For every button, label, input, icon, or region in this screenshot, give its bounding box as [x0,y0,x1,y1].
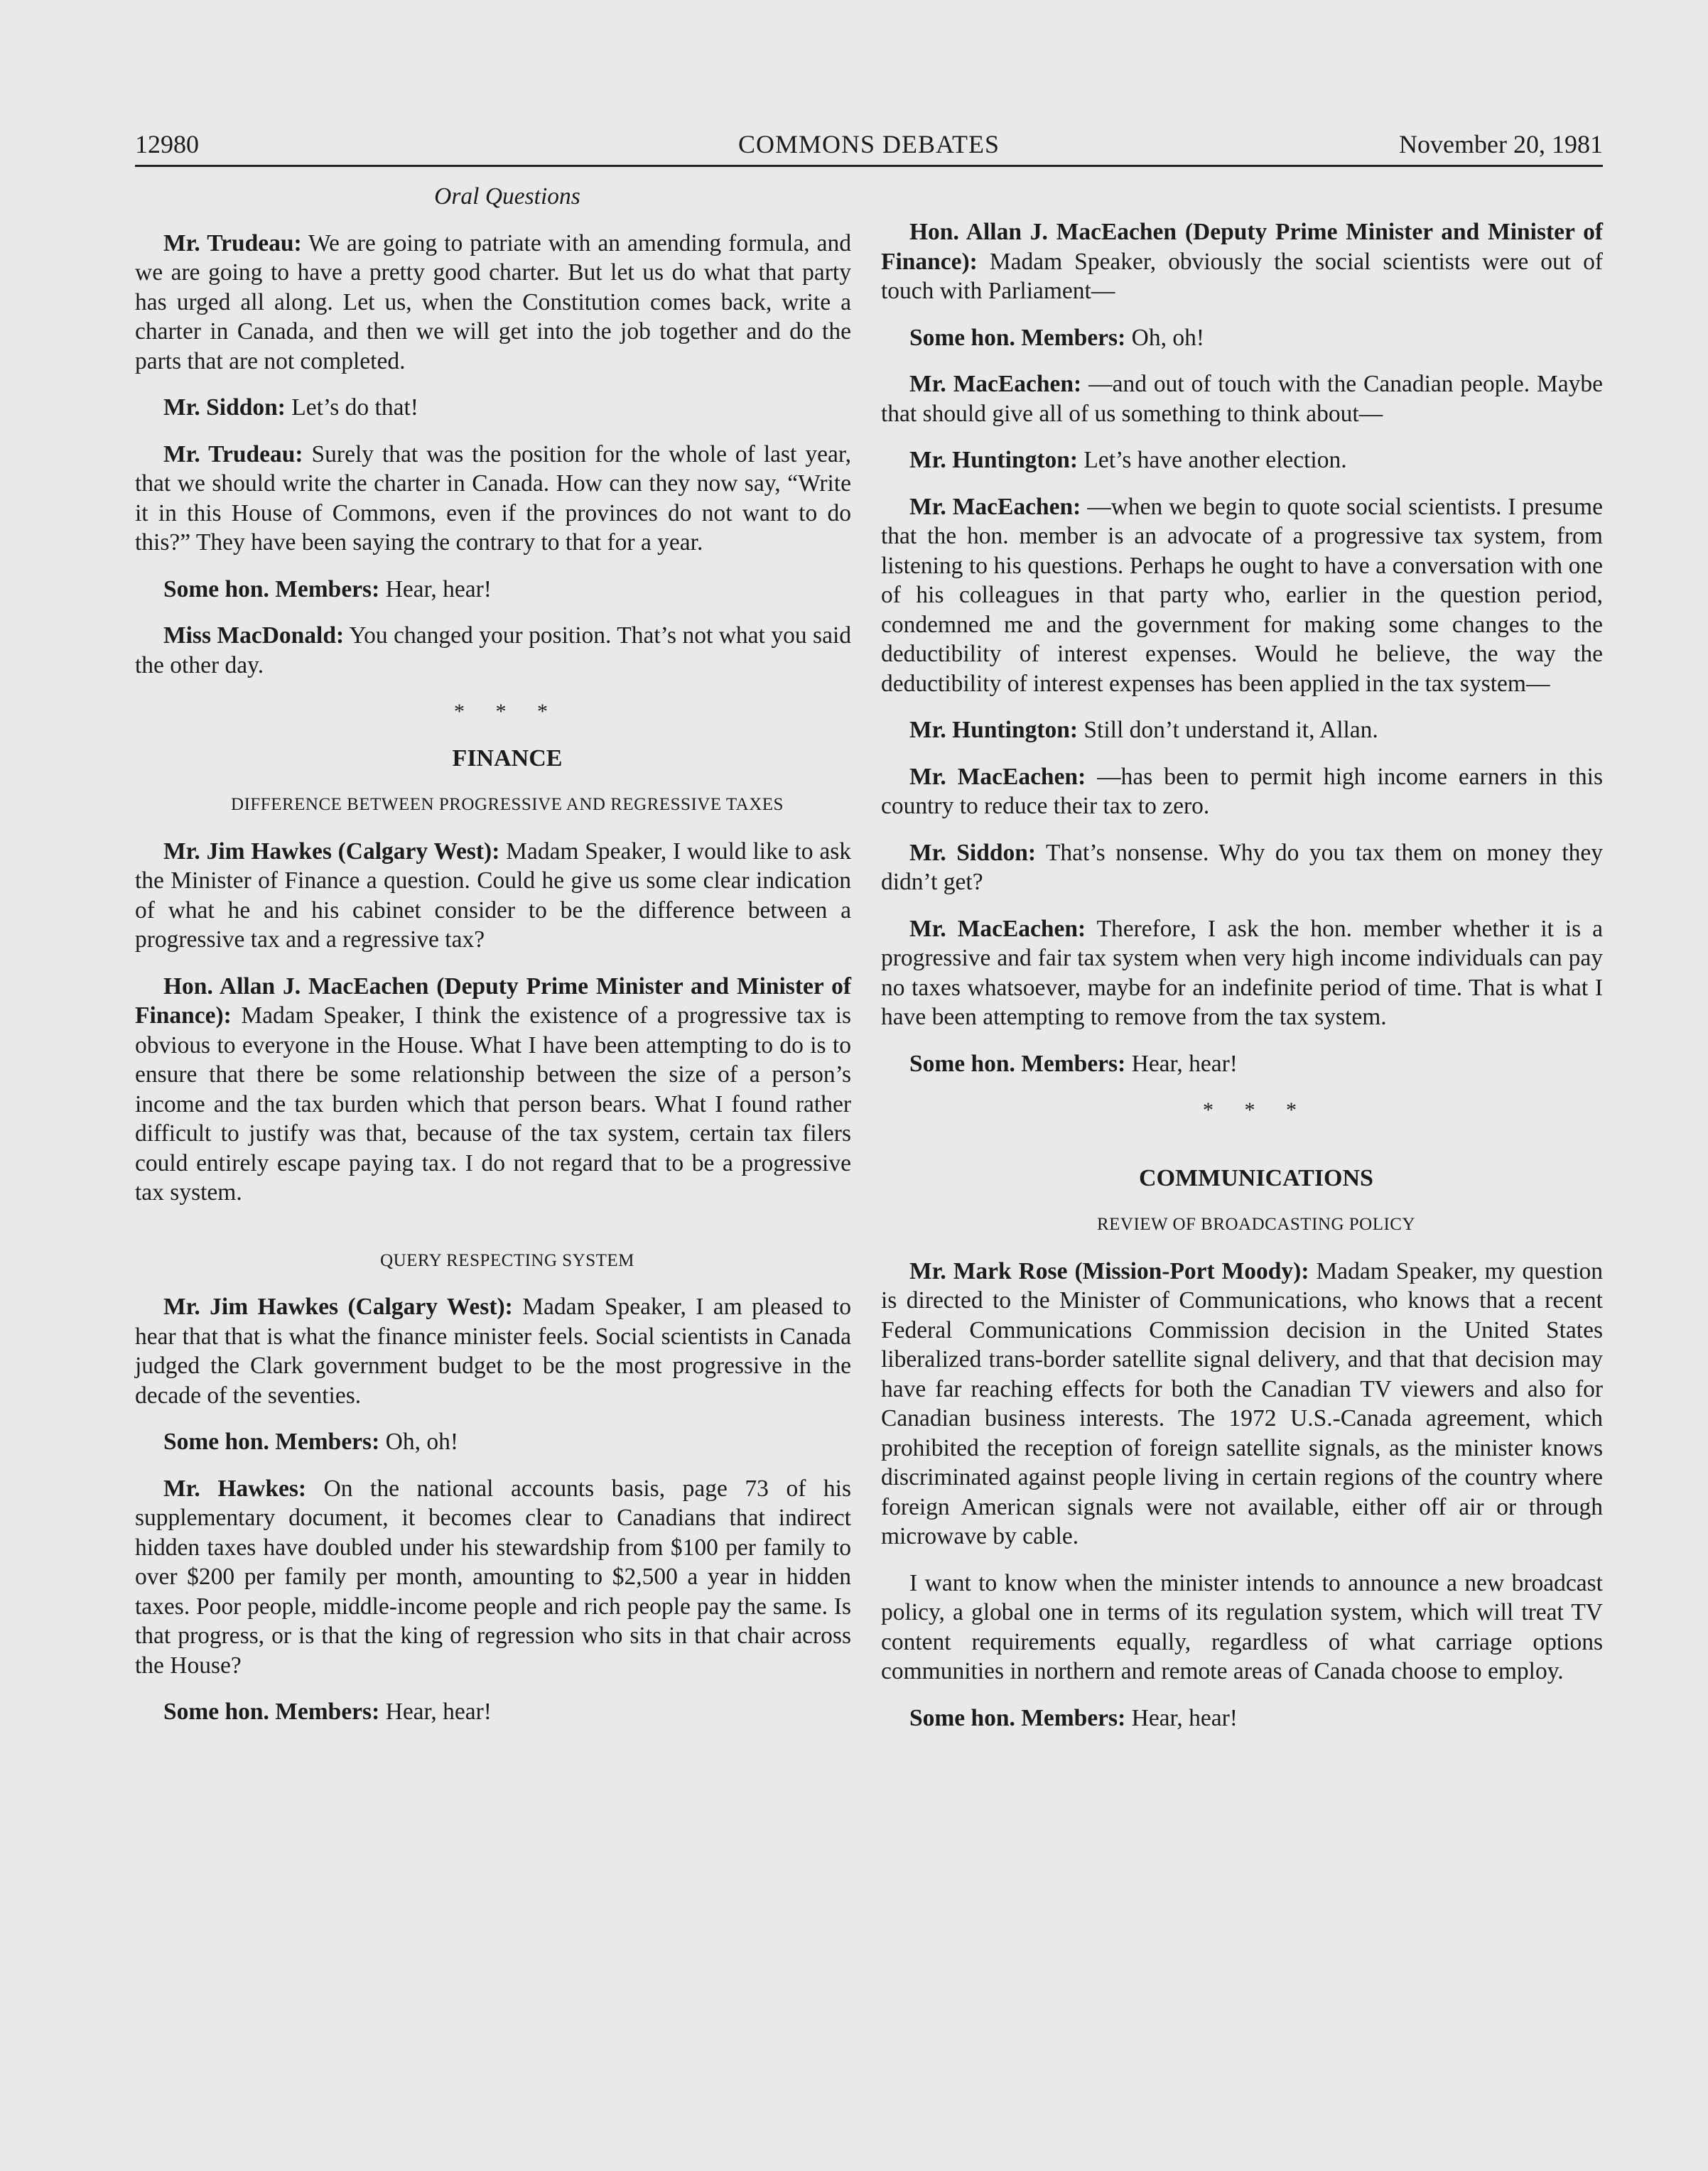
speech-text: Hear, hear! [1125,1050,1238,1077]
section-separator: * * * [1203,1098,1309,1122]
speech-text: Let’s have another election. [1078,447,1347,473]
speech-paragraph [135,972,851,1208]
speech-paragraph [881,217,1603,306]
spacer [881,1142,1603,1164]
speaker-name: Mr. MacEachen: [909,493,1081,520]
speaker-name: Mr. MacEachen: [909,763,1086,790]
speaker-name: Some hon. Members: [909,324,1126,351]
speech-paragraph [881,1049,1603,1079]
speech-paragraph [135,837,851,955]
speaker-name: Mr. Trudeau: [163,440,303,467]
speaker-name: Mr. Jim Hawkes (Calgary West): [163,1294,513,1320]
speaker-name: Hon. Allan J. MacEachen (Deputy Prime Minister and Minister of Finance): [881,219,1603,275]
speech-text: Still don’t understand it, Allan. [1078,717,1378,743]
speech-paragraph [135,229,851,377]
speech-paragraph [135,1292,851,1410]
speaker-name: Mr. Huntington: [909,447,1079,473]
speech-paragraph [135,393,851,423]
speech-text: Hear, hear! [1125,1704,1238,1731]
speaker-name: Mr. Siddon: [163,394,286,421]
speaker-name: Mr. MacEachen: [909,371,1082,397]
speaker-name: Some hon. Members: [163,1699,380,1725]
speaker-name: Some hon. Members: [163,1429,380,1455]
speech-text: You changed your position. That’s not what you said the other day. [135,622,851,678]
speaker-name: Some hon. Members: [909,1704,1126,1731]
speech-text: That’s nonsense. Why do you tax them on money they didn’t get? [881,839,1604,895]
speech-text: Let’s do that! [285,394,418,421]
speech-text: Surely that was the position for the whole of last year, that we should write the charter in Canada. How can they now say, “Write it in this House of Commons, even if the provinces do not want to do this?” They have been saying the contrary to that for a year. [135,440,852,556]
speech-paragraph: I want to know when the minister intends to announce a new broadcast policy, a global one in terms of its regulation system, which will treat TV content requirements equally, regardless of what carriage options communities in northern and remote areas of Canada choose to employ. [881,1569,1603,1684]
speech-text: Madam Speaker, obviously the social scientists were out of touch with Parliament— [881,248,1603,304]
speech-paragraph [881,715,1603,745]
speech-paragraph [881,838,1603,897]
speech-paragraph [881,762,1603,821]
speech-paragraph [881,1257,1603,1552]
publication-title: COMMONS DEBATES [737,130,1000,158]
running-heading: Oral Questions [434,183,580,210]
speaker-name: Hon. Allan J. MacEachen (Deputy Prime Minister and Minister of Finance): [135,973,851,1029]
speech-text: Therefore, I ask the hon. member whether it is a progressive and fair tax system when very high income individuals can pay no taxes whatsoever, maybe for an indefinite period of time. That is what I have been attempting to remove from the tax system. [881,915,1604,1030]
section-separator: * * * [454,700,561,723]
speech-text: —when we begin to quote social scientists. I presume that the hon. member is an advocate of a progressive tax system, from listening to his questions. Perhaps he ought to have a conversation with one of his colleagues in that party who, earlier in the question period, condemned me and the government for making some changes to the deductibility of interest expenses. Would he believe, the way the deductibility of interest expenses has been applied in the tax system— [881,493,1603,697]
speech-text: Hear, hear! [379,1699,492,1725]
speech-paragraph [135,1697,851,1727]
speech-paragraph [135,1427,851,1457]
publication-date: November 20, 1981 [1399,130,1603,158]
speech-paragraph [881,914,1603,1032]
spacer [135,1225,851,1246]
subsection-heading: REVIEW OF BROADCASTING POLICY [1096,1215,1416,1234]
subsection-heading: QUERY RESPECTING SYSTEM [380,1250,634,1270]
speech-paragraph [135,1474,851,1681]
speech-paragraph [135,440,851,558]
speech-paragraph [881,492,1603,699]
section-heading: FINANCE [452,745,563,772]
speech-paragraph [881,323,1603,353]
speech-text: Madam Speaker, I would like to ask the Minister of Finance a question. Could he give us some clear indication of what he and his cabinet consider to be the difference between a progressive tax and a regressive tax? [135,838,851,953]
speech-text: Madam Speaker, I am pleased to hear that that is what the finance minister feels. Social scientists in Canada judged the Clark government budget to be the most progressive in the decade of the seventies. [135,1294,851,1409]
speaker-name: Mr. Mark Rose (Mission-Port Moody): [909,1257,1309,1284]
speaker-name: Some hon. Members: [163,575,380,602]
speaker-name: Some hon. Members: [909,1050,1126,1077]
speech-paragraph [881,1704,1603,1733]
speech-text: Hear, hear! [379,575,492,602]
speech-text: Madam Speaker, my question is directed to the Minister of Communications, who knows that a recent Federal Communications Commission decision in the United States liberalized trans-border satellite signal delivery, and that that decision may have far reaching effects for both the Canadian TV viewers and also for Canadian business interests. The 1972 U.S.-Canada agreement, which prohibited the reception of foreign satellite signals, as the minister knows discriminated against people living in certain regions of the country where foreign American signals were not available, either off air or through microwave by cable. [881,1257,1603,1549]
right-column [881,217,1603,1750]
page-header [135,126,1603,167]
speech-text: Madam Speaker, I think the existence of a progressive tax is obvious to everyone in the House. What I have been attempting to do is to ensure that there be some relationship between the size of a person’s income and the tax burden which that person bears. What I found rather difficult to justify was that, because of the tax system, certain tax filers could entirely escape paying tax. I do not regard that to be a progressive tax system. [135,1002,851,1206]
left-column [135,182,851,1744]
speech-text: Oh, oh! [379,1429,458,1455]
subsection-heading: DIFFERENCE BETWEEN PROGRESSIVE AND REGRESSIVE TAXES [231,795,784,814]
speech-paragraph [881,369,1603,428]
speech-text: Oh, oh! [1125,324,1204,351]
speech-text: —has been to permit high income earners in this country to reduce their tax to zero. [881,763,1603,819]
speaker-name: Mr. Trudeau: [163,229,302,256]
speech-text: —and out of touch with the Canadian people. Maybe that should give all of us something to think about— [881,371,1603,427]
speech-paragraph [135,621,851,680]
speaker-name: Mr. Huntington: [909,717,1079,743]
speaker-name: Mr. Hawkes: [163,1475,307,1502]
speaker-name: Mr. Jim Hawkes (Calgary West): [163,838,500,865]
speaker-name: Miss MacDonald: [163,622,345,649]
speaker-name: Mr. Siddon: [909,839,1037,866]
speaker-name: Mr. MacEachen: [909,915,1086,942]
speech-text: On the national accounts basis, page 73 of his supplementary document, it becomes clear to Canadians that indirect hidden taxes have doubled under his stewardship from $100 per family to over $200 per family per month, amounting to $2,500 a year in hidden taxes. Poor people, middle-income people and rich people pay the same. Is that progress, or is that the king of regression who sits in that chair across the House? [135,1475,852,1679]
speech-paragraph [135,575,851,605]
speech-paragraph [881,445,1603,475]
page-number: 12980 [135,130,199,158]
section-heading: COMMUNICATIONS [1139,1164,1373,1191]
speech-text: We are going to patriate with an amending formula, and we are going to have a pretty good charter. But let us do what that party has urged all along. Let us, when the Constitution comes back, write a charter in Canada, and then we will get into the job together and do the parts that are not completed. [135,229,851,374]
